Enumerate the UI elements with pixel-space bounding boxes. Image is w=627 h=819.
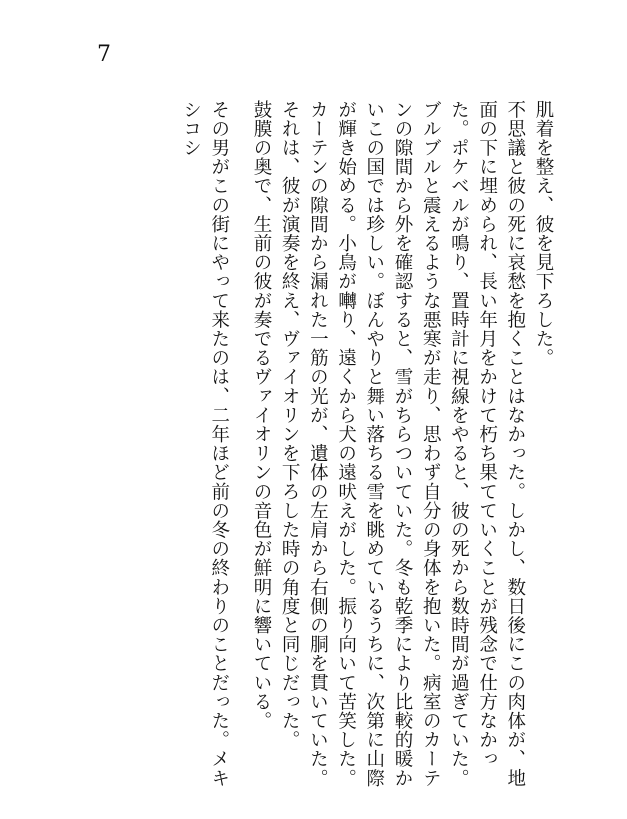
- paragraph-3: 鼓膜の奥で、生前の彼が奏でるヴァイオリンの音色が鮮明に響いている。: [250, 100, 272, 731]
- paragraph-4: その男がこの街にやって来たのは、二年ほど前の冬の終わりのことだった。メキシコシ: [180, 100, 230, 788]
- vertical-body-text: [176, 100, 557, 800]
- paragraph-2: 不思議と彼の死に哀愁を抱くことはなかった。しかし、数日後にこの肉体が、地面の下に埋められ、長い年月をかけて朽ち果てていくことが残念で仕方なかった。ポケベルが鳴り、置時計に視線をやると、彼の死から数時間が過ぎていた。ブルブルと震えるような悪寒が走り、思わず自分の身体を抱いた。病室のカーテンの隙間から外を確認すると、雪がちらついていた。冬も乾季により比較的暖かいこの国では珍しい。ぼんやりと舞い落ちる雪を眺めているうちに、次第に山際が輝き始める。小鳥が囀り、遠くから犬の遠吠えがした。振り向いて苦笑した。カーテンの隙間から漏れた一筋の光が、遺体の左肩から右側の胴を貫いていた。それは、彼が演奏を終え、ヴァイオリンを下ろした時の角度と同じだった。: [279, 100, 526, 788]
- page-number: 7: [97, 42, 111, 67]
- paragraph-1: 肌着を整え、彼を見下ろした。: [533, 100, 554, 368]
